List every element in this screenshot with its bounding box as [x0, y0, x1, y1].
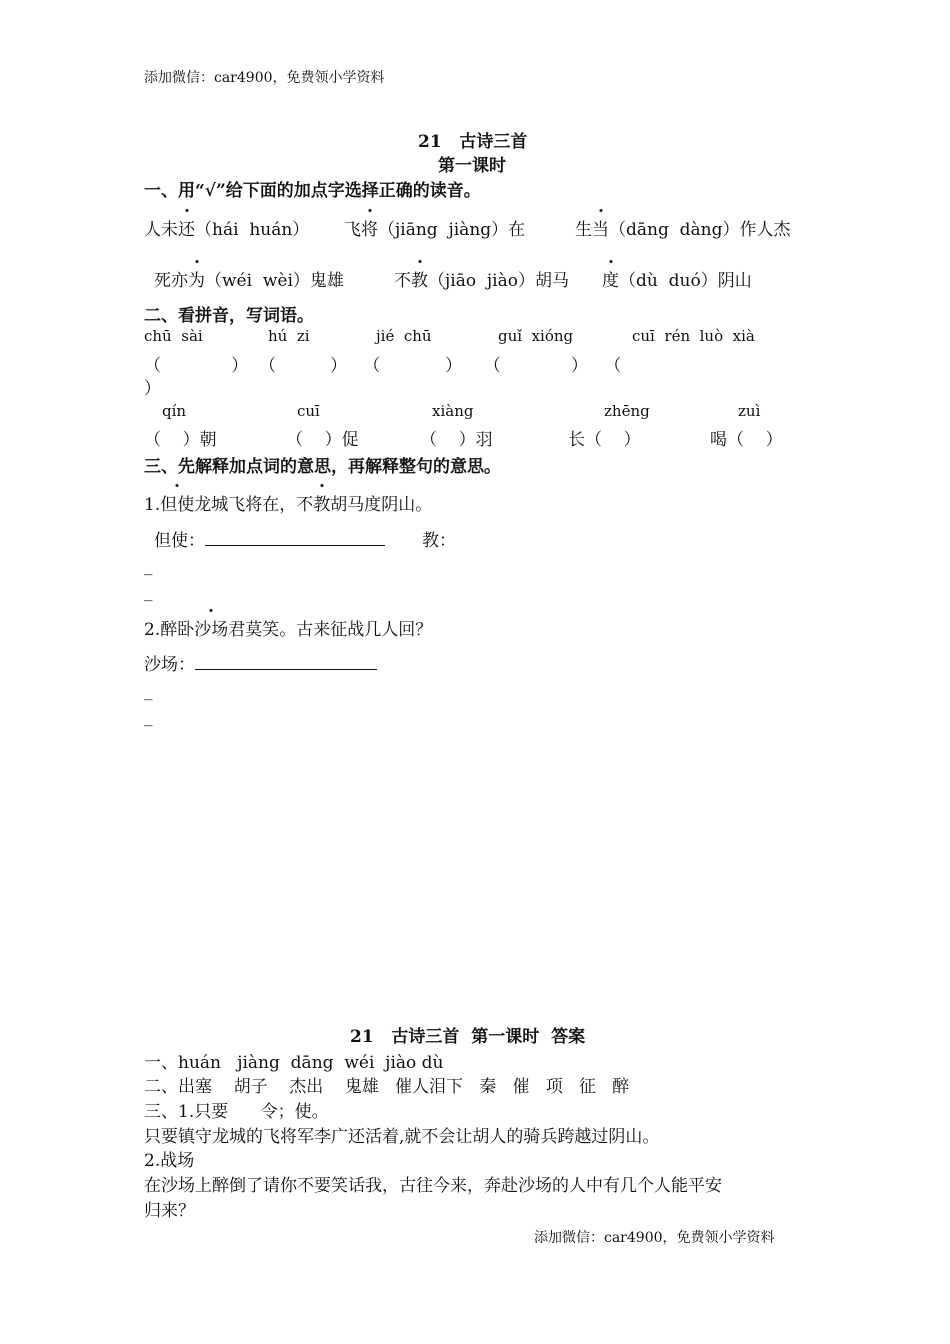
footer-note: 添加微信：car4900，免费领小学资料	[534, 1230, 775, 1246]
section-2-heading: 二、看拼音，写词语。	[144, 306, 314, 326]
word-blank: （ ）羽	[420, 430, 493, 450]
word-blank: （ ）朝	[144, 430, 217, 450]
answer-line-6: 在沙场上醉倒了请你不要笑话我，古往今来，奔赴沙场的人中有几个人能平安	[144, 1176, 722, 1196]
section-1-heading: 一、用“√”给下面的加点字选择正确的读音。	[144, 181, 481, 201]
answers-title: 21 古诗三首 第一课时 答案	[350, 1027, 586, 1047]
answer-line-3: 三、1.只要 令；使。	[144, 1102, 329, 1122]
word-blank: （ ）促	[286, 430, 359, 450]
pinyin: cuī	[297, 402, 320, 420]
pinyin: zuì	[738, 402, 761, 420]
header-note: 添加微信：car4900，免费领小学资料	[144, 70, 385, 86]
sec1-item: 死亦为（wéi wèi）鬼雄	[154, 266, 344, 291]
sec1-item: 飞将（jiāng jiàng）在	[344, 215, 525, 240]
term-label: 教：	[422, 531, 456, 551]
page-title: 21 古诗三首	[418, 132, 528, 152]
answer-line-4: 只要镇守龙城的飞将军李广还活着,就不会让胡人的骑兵跨越过阴山。	[144, 1127, 660, 1147]
page-subtitle: 第一课时	[438, 156, 506, 176]
sec1-item: 不教（jiāo jiào）胡马	[394, 266, 569, 291]
answer-line: _	[144, 681, 153, 701]
answer-line: _	[144, 556, 153, 576]
term-label: 但使：	[154, 526, 385, 551]
pinyin: cuī rén luò xià	[632, 327, 755, 345]
pinyin: jié chū	[376, 327, 432, 345]
term-label: 沙场：	[144, 650, 377, 675]
pinyin: zhēng	[604, 402, 650, 420]
answer-line: _	[144, 582, 153, 602]
pinyin: xiàng	[432, 402, 474, 420]
pinyin: qín	[162, 402, 187, 420]
section-3-heading: 三、先解释加点词的意思，再解释整句的意思。	[144, 457, 501, 477]
answer-line-7: 归来？	[144, 1201, 195, 1221]
word-blank: 长（ ）	[568, 430, 641, 450]
question-1: 1.但使龙城飞将在，不教胡马度阴山。	[144, 490, 432, 515]
sec1-item: 人未还（hái huán）	[144, 215, 309, 240]
answer-parens: ）	[144, 379, 161, 399]
word-blank: 喝（ ）	[710, 430, 783, 450]
answer-line-5: 2.战场	[144, 1151, 195, 1171]
pinyin: guǐ xióng	[498, 327, 574, 345]
sec1-item: 生当（dāng dàng）作人杰	[575, 215, 791, 240]
sec1-item: 度（dù duó）阴山	[602, 266, 752, 291]
pinyin: hú zi	[268, 327, 310, 345]
pinyin: chū sài	[144, 327, 203, 345]
answer-line: _	[144, 707, 153, 727]
question-2: 2.醉卧沙场君莫笑。古来征战几人回？	[144, 615, 432, 640]
answer-parens: （ ） （ ） （ ） （ ） （	[144, 356, 622, 376]
answer-line-1: 一、huán jiàng dāng wéi jiào dù	[144, 1053, 444, 1073]
answer-line-2: 二、出塞 胡子 杰出 鬼雄 催人泪下 秦 催 项 征 醉	[144, 1077, 630, 1097]
